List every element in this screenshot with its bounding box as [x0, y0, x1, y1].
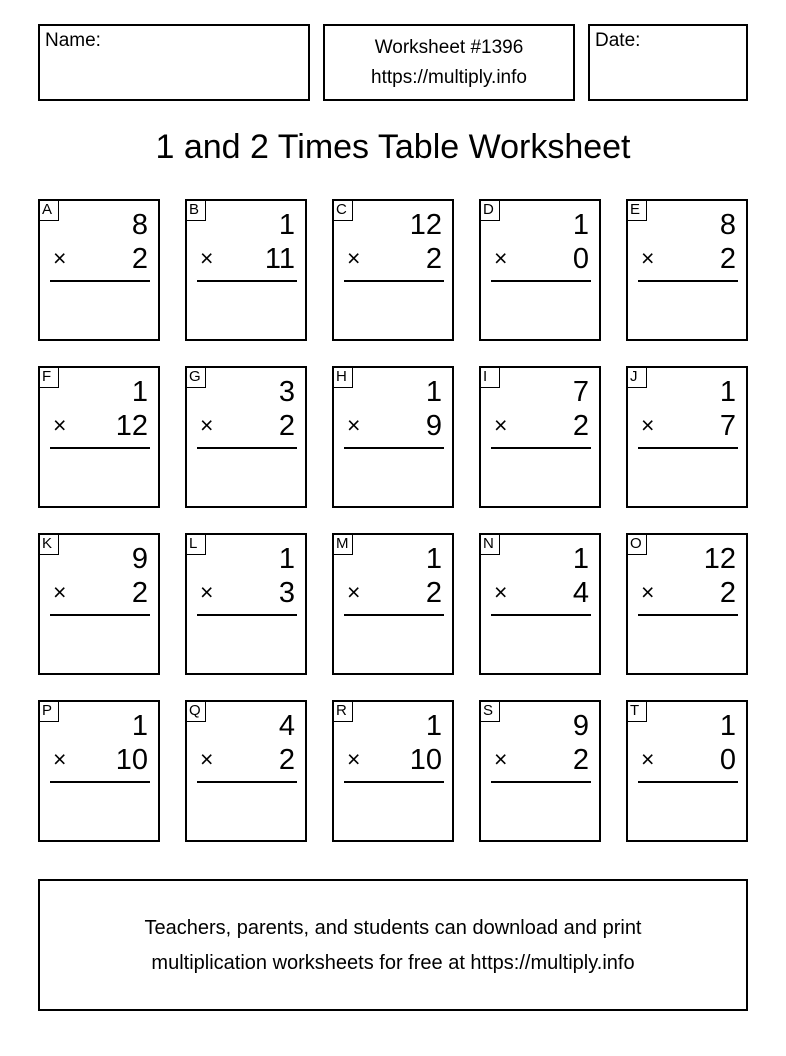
multiplicand: 1 — [425, 710, 442, 742]
answer-line — [638, 781, 738, 783]
times-sign: × — [641, 579, 655, 605]
times-sign: × — [641, 746, 655, 772]
multiplier: 7 — [719, 410, 736, 442]
times-sign: × — [641, 245, 655, 271]
problem-card[interactable] — [479, 700, 601, 842]
footer-line-2: multiplication worksheets for free at https://multiply.info — [151, 952, 635, 974]
problem-card[interactable] — [332, 700, 454, 842]
times-sign: × — [53, 412, 67, 438]
problem-card[interactable] — [185, 700, 307, 842]
problem-letter: E — [626, 199, 647, 221]
times-sign: × — [53, 579, 67, 605]
multiplier: 2 — [719, 577, 736, 609]
answer-line — [197, 447, 297, 449]
times-sign: × — [347, 245, 361, 271]
problem-card[interactable] — [626, 366, 748, 508]
times-sign: × — [53, 746, 67, 772]
multiplicand: 1 — [131, 710, 148, 742]
answer-line — [50, 614, 150, 616]
multiplier: 9 — [425, 410, 442, 442]
multiplier: 10 — [409, 744, 442, 776]
problem-letter: T — [626, 700, 647, 722]
times-sign: × — [200, 746, 214, 772]
answer-line — [197, 280, 297, 282]
name-label: Name: — [45, 30, 101, 51]
multiplier: 2 — [278, 410, 295, 442]
times-sign: × — [494, 245, 508, 271]
multiplier: 11 — [264, 243, 295, 275]
answer-line — [491, 781, 591, 783]
multiplicand: 9 — [572, 710, 589, 742]
problem-letter: O — [626, 533, 647, 555]
problem-letter: N — [479, 533, 500, 555]
name-field[interactable] — [38, 24, 310, 101]
multiplicand: 1 — [572, 543, 589, 575]
multiplier: 2 — [131, 243, 148, 275]
problem-card[interactable] — [332, 199, 454, 341]
problem-card[interactable] — [185, 199, 307, 341]
multiplicand: 1 — [425, 376, 442, 408]
problem-card[interactable] — [38, 533, 160, 675]
multiplicand: 1 — [131, 376, 148, 408]
problem-letter: M — [332, 533, 353, 555]
multiplier: 4 — [572, 577, 589, 609]
times-sign: × — [494, 412, 508, 438]
problem-grid — [38, 199, 749, 843]
multiplicand: 1 — [278, 543, 295, 575]
multiplicand: 1 — [572, 209, 589, 241]
problem-letter: A — [38, 199, 59, 221]
multiplicand: 12 — [703, 543, 736, 575]
times-sign: × — [200, 412, 214, 438]
problem-card[interactable] — [479, 533, 601, 675]
problem-letter: H — [332, 366, 353, 388]
problem-letter: S — [479, 700, 500, 722]
multiplier: 12 — [115, 410, 148, 442]
multiplier: 0 — [572, 243, 589, 275]
multiplicand: 3 — [278, 376, 295, 408]
date-label: Date: — [595, 30, 641, 51]
multiplier: 2 — [572, 410, 589, 442]
problem-letter: Q — [185, 700, 206, 722]
page-title: 1 and 2 Times Table Worksheet — [155, 128, 631, 166]
multiplicand: 8 — [719, 209, 736, 241]
problem-card[interactable] — [185, 533, 307, 675]
multiplicand: 1 — [425, 543, 442, 575]
times-sign: × — [200, 245, 214, 271]
answer-line — [344, 280, 444, 282]
problem-card[interactable] — [626, 533, 748, 675]
multiplicand: 8 — [131, 209, 148, 241]
multiplier: 2 — [278, 744, 295, 776]
multiplier: 2 — [572, 744, 589, 776]
multiplicand: 1 — [719, 710, 736, 742]
multiplicand: 7 — [572, 376, 589, 408]
answer-line — [491, 614, 591, 616]
problem-letter: R — [332, 700, 353, 722]
answer-line — [638, 614, 738, 616]
answer-line — [197, 781, 297, 783]
worksheet-number: Worksheet #1396 — [374, 37, 524, 58]
problem-letter: B — [185, 199, 206, 221]
times-sign: × — [494, 746, 508, 772]
footer-box — [38, 879, 748, 1011]
problem-card[interactable] — [332, 366, 454, 508]
problem-card[interactable] — [185, 366, 307, 508]
multiplier: 2 — [425, 577, 442, 609]
multiplier: 2 — [425, 243, 442, 275]
multiplicand: 12 — [409, 209, 442, 241]
answer-line — [344, 614, 444, 616]
problem-card[interactable] — [626, 700, 748, 842]
problem-letter: C — [332, 199, 353, 221]
times-sign: × — [494, 579, 508, 605]
problem-card[interactable] — [332, 533, 454, 675]
times-sign: × — [53, 245, 67, 271]
problem-card[interactable] — [626, 199, 748, 341]
multiplier: 0 — [719, 744, 736, 776]
problem-card[interactable] — [479, 366, 601, 508]
multiplier: 2 — [719, 243, 736, 275]
problem-letter: L — [185, 533, 206, 555]
times-sign: × — [347, 746, 361, 772]
answer-line — [491, 280, 591, 282]
answer-line — [50, 280, 150, 282]
answer-line — [50, 781, 150, 783]
worksheet-url: https://multiply.info — [371, 67, 527, 88]
multiplier: 3 — [278, 577, 295, 609]
answer-line — [344, 447, 444, 449]
answer-line — [491, 447, 591, 449]
problem-letter: J — [626, 366, 647, 388]
answer-line — [197, 614, 297, 616]
multiplier: 10 — [115, 744, 148, 776]
multiplicand: 9 — [131, 543, 148, 575]
answer-line — [50, 447, 150, 449]
problem-card[interactable] — [479, 199, 601, 341]
answer-line — [344, 781, 444, 783]
problem-letter: F — [38, 366, 59, 388]
multiplier: 2 — [131, 577, 148, 609]
multiplicand: 4 — [278, 710, 295, 742]
problem-card[interactable] — [38, 366, 160, 508]
multiplicand: 1 — [278, 209, 295, 241]
multiplicand: 1 — [719, 376, 736, 408]
times-sign: × — [347, 412, 361, 438]
answer-line — [638, 280, 738, 282]
problem-letter: P — [38, 700, 59, 722]
worksheet-info-box — [323, 24, 575, 101]
date-field[interactable] — [588, 24, 748, 101]
problem-letter: I — [479, 366, 500, 388]
answer-line — [638, 447, 738, 449]
problem-letter: G — [185, 366, 206, 388]
times-sign: × — [347, 579, 361, 605]
footer-line-1: Teachers, parents, and students can download and print — [144, 917, 642, 939]
problem-card[interactable] — [38, 199, 160, 341]
times-sign: × — [200, 579, 214, 605]
times-sign: × — [641, 412, 655, 438]
problem-letter: K — [38, 533, 59, 555]
problem-card[interactable] — [38, 700, 160, 842]
problem-letter: D — [479, 199, 500, 221]
